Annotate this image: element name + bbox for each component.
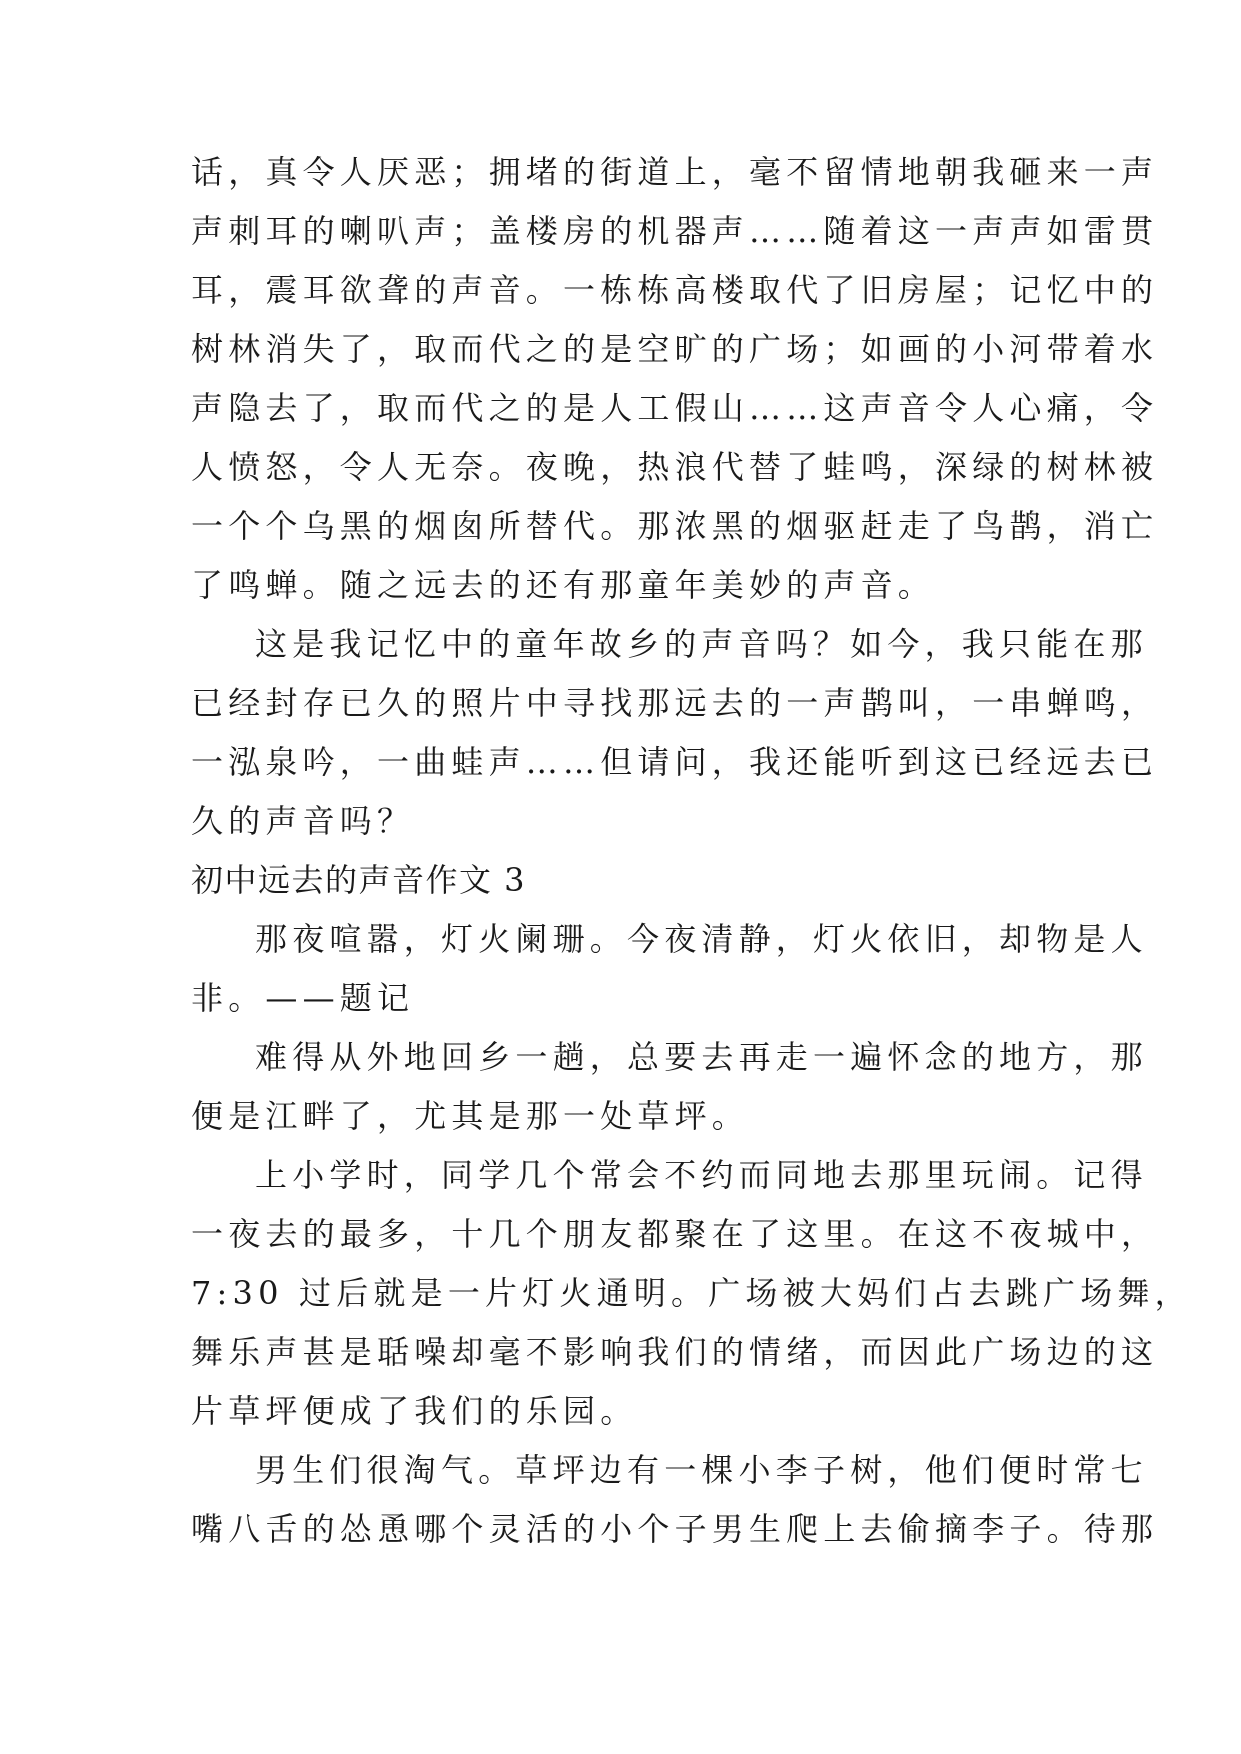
text-line: 舞乐声甚是聒噪却毫不影响我们的情绪，而因此广场边的这 [191, 1333, 1159, 1371]
text-line: 树林消失了，取而代之的是空旷的广场；如画的小河带着水 [191, 330, 1159, 368]
text-line: 7:30 过后就是一片灯火通明。广场被大妈们占去跳广场舞， [191, 1274, 1192, 1312]
text-line: 非。——题记 [191, 979, 415, 1017]
text-line: 片草坪便成了我们的乐园。 [191, 1392, 638, 1430]
paragraph-first-line: 这是我记忆中的童年故乡的声音吗？如今，我只能在那 [255, 625, 1148, 663]
paragraph-first-line: 那夜喧嚣，灯火阑珊。今夜清静，灯火依旧，却物是人 [255, 920, 1148, 958]
text-line: 便是江畔了，尤其是那一处草坪。 [191, 1097, 750, 1135]
text-line: 人愤怒，令人无奈。夜晚，热浪代替了蛙鸣，深绿的树林被 [191, 448, 1159, 486]
text-line: 耳，震耳欲聋的声音。一栋栋高楼取代了旧房屋；记忆中的 [191, 271, 1159, 309]
text-line: 了鸣蝉。随之远去的还有那童年美妙的声音。 [191, 566, 936, 604]
text-line: 一个个乌黑的烟囱所替代。那浓黑的烟驱赶走了鸟鹊，消亡 [191, 507, 1159, 545]
paragraph-first-line: 男生们很淘气。草坪边有一棵小李子树，他们便时常七 [255, 1451, 1148, 1489]
text-line: 声隐去了，取而代之的是人工假山……这声音令人心痛，令 [191, 389, 1159, 427]
text-line: 嘴八舌的怂恿哪个灵活的小个子男生爬上去偷摘李子。待那 [191, 1510, 1159, 1548]
text-line: 声刺耳的喇叭声；盖楼房的机器声……随着这一声声如雷贯 [191, 212, 1159, 250]
section-heading: 初中远去的声音作文 3 [191, 861, 527, 899]
paragraph-first-line: 难得从外地回乡一趟，总要去再走一遍怀念的地方，那 [255, 1038, 1148, 1076]
text-line: 久的声音吗？ [191, 802, 415, 840]
text-line: 一泓泉吟，一曲蛙声……但请问，我还能听到这已经远去已 [191, 743, 1159, 781]
text-line: 话，真令人厌恶；拥堵的街道上，毫不留情地朝我砸来一声 [191, 153, 1159, 191]
text-line: 一夜去的最多，十几个朋友都聚在了这里。在这不夜城中， [191, 1215, 1159, 1253]
text-line: 已经封存已久的照片中寻找那远去的一声鹊叫，一串蝉鸣， [191, 684, 1159, 722]
paragraph-first-line: 上小学时，同学几个常会不约而同地去那里玩闹。记得 [255, 1156, 1148, 1194]
